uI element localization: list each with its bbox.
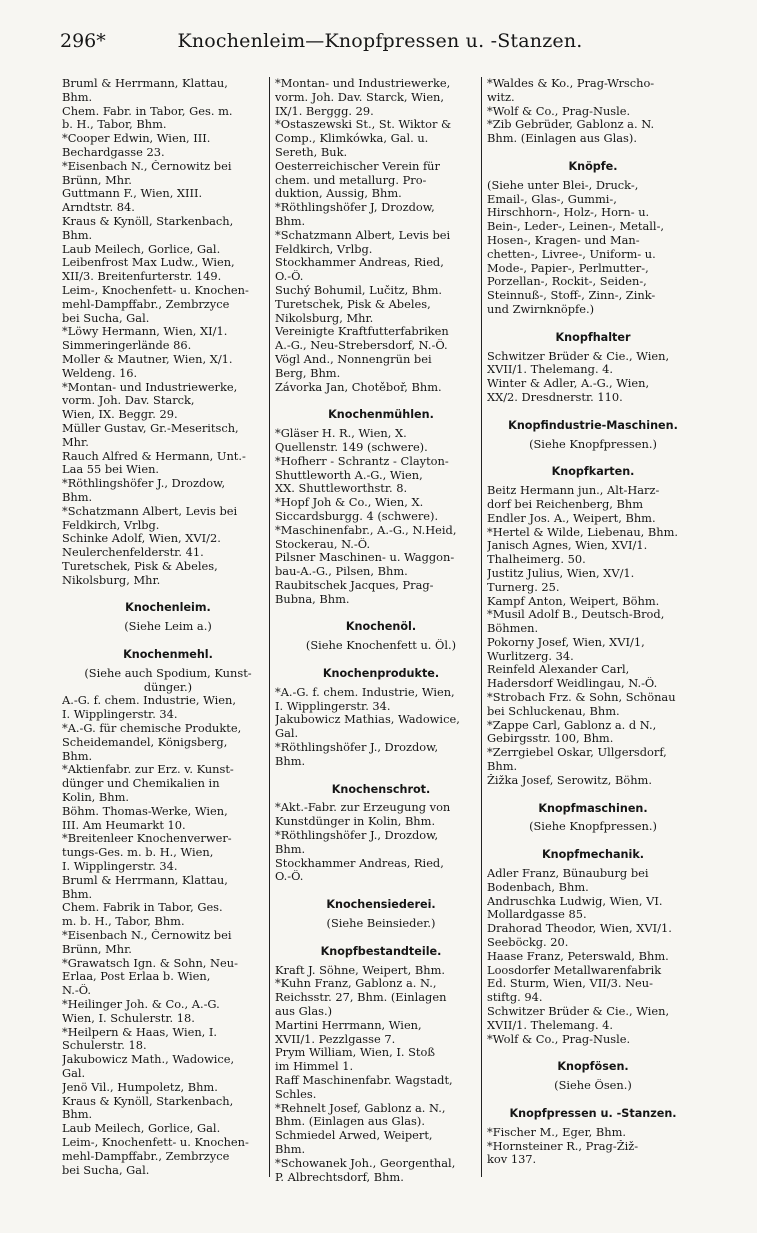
column-right: [487, 77, 699, 1167]
entry-line: Drahorad Theodor, Wien, XVI/1.: [487, 922, 672, 936]
entry-line: b. H., Tabor, Bhm.: [62, 118, 167, 132]
column-middle: [275, 77, 487, 1184]
entry-line: *Zappe Carl, Gablonz a. d N.,: [487, 718, 657, 732]
entry-line: Janisch Agnes, Wien, XVI/1.: [487, 539, 648, 553]
entry-line: A.-G. f. chem. Industrie, Wien,: [62, 694, 236, 708]
entry-line: Bhm.: [275, 214, 306, 228]
entry-line: Bodenbach, Bhm.: [487, 880, 589, 894]
entry-line: Guttmann F., Wien, XIII.: [62, 187, 203, 201]
entry-line: Bein-, Leder-, Leinen-, Metall-,: [487, 220, 665, 234]
entry-line: Moller & Mautner, Wien, X/1.: [62, 352, 233, 366]
entry-line: Mhr.: [62, 435, 89, 449]
entry-line: vorm. Joh. Dav. Starck,: [62, 394, 195, 408]
entry-line: bau-A.-G., Pilsen, Bhm.: [275, 565, 408, 579]
entry-line: Siccardsburgg. 4 (schwere).: [275, 509, 439, 523]
entry-line: Bhm.: [62, 1108, 93, 1122]
entry-line: kov 137.: [487, 1153, 537, 1167]
entry-line: Kolin, Bhm.: [62, 791, 130, 805]
entry-line: I. Wipplingerstr. 34.: [62, 860, 178, 874]
entry-line: XII/3. Breitenfurterstr. 149.: [62, 270, 222, 284]
entry-line: *Waldes & Ko., Prag-Wrscho-: [487, 77, 655, 90]
entry-line: Jakubowicz Mathias, Wadowice,: [275, 713, 460, 727]
entry-line: Bruml & Herrmann, Klattau,: [62, 77, 228, 90]
entry-line: Adler Franz, Bünauburg bei: [487, 867, 649, 881]
entry-line: Wurlitzerg. 34.: [487, 649, 574, 663]
entry-line: Pilsner Maschinen- u. Waggon-: [275, 551, 455, 565]
entry-line: *Fischer M., Eger, Bhm.: [487, 1125, 627, 1139]
entry-line: Suchý Bohumil, Lučitz, Bhm.: [275, 283, 443, 297]
entry-line: dorf bei Reichenberg, Bhm: [487, 497, 643, 511]
entry-line: Bubna, Bhm.: [275, 592, 350, 606]
entry-line: Comp., Klimkówka, Gal. u.: [275, 132, 429, 146]
cross-reference: (Siehe Beinsieder.): [326, 917, 436, 931]
entry-line: Schwitzer Brüder & Cie., Wien,: [487, 349, 670, 363]
entry-line: *Wolf & Co., Prag-Nusle.: [487, 1032, 631, 1046]
entry-line: Kraus & Kynöll, Starkenbach,: [62, 214, 234, 228]
entry-line: Steinnuß-, Stoff-, Zinn-, Zink-: [487, 289, 656, 303]
entry-line: *Aktienfabr. zur Erz. v. Kunst-: [62, 763, 234, 777]
entry-line: Ed. Sturm, Wien, VII/3. Neu-: [487, 977, 653, 991]
page-title: Knochenleim—Knopfpressen u. -Stanzen.: [177, 30, 583, 52]
entry-line: Erlaa, Post Erlaa b. Wien,: [62, 970, 211, 984]
entry-line: Chem. Fabr. in Tabor, Ges. m.: [62, 104, 233, 118]
entry-line: Bhm.: [62, 228, 93, 242]
entry-line: *A.-G. für chemische Produkte,: [62, 722, 242, 736]
entry-line: Raubitschek Jacques, Prag-: [275, 578, 434, 592]
section-heading: Knopfösen.: [557, 1060, 629, 1074]
entry-line: Simmeringerlände 86.: [62, 339, 192, 353]
entry-line: *Akt.-Fabr. zur Erzeugung von: [275, 801, 451, 815]
entry-line: *Kuhn Franz, Gablonz a. N.,: [275, 977, 437, 991]
section-heading: Knopfindustrie-Maschinen.: [508, 418, 678, 432]
entry-line: *Montan- und Industriewerke,: [275, 77, 451, 90]
entry-line: Závorka Jan, Chotěboř, Bhm.: [275, 380, 442, 394]
entry-line: *Eisenbach N., Černowitz bei: [62, 929, 232, 943]
entry-line: vorm. Joh. Dav. Starck, Wien,: [275, 90, 445, 104]
entry-line: *A.-G. f. chem. Industrie, Wien,: [275, 685, 455, 699]
entry-line: A.-G., Neu-Strebersdorf, N.-Ö.: [275, 339, 448, 353]
section-heading: Knopfbestandteile.: [320, 944, 442, 958]
entry-line: Bhm.: [275, 842, 306, 856]
entry-line: Weldeng. 16.: [62, 366, 138, 380]
section-heading: Knopfpressen u. -Stanzen.: [509, 1107, 677, 1120]
entry-line: *Wolf & Co., Prag-Nusle.: [487, 104, 631, 118]
entry-line: Gal.: [275, 727, 299, 741]
section-heading: Knochenleim.: [125, 601, 211, 615]
entry-line: Jenö Vil., Humpoletz, Bhm.: [62, 1080, 218, 1094]
entry-line: XVII/1. Thelemang. 4.: [487, 363, 614, 377]
entry-line: *Schatzmann Albert, Levis bei: [62, 504, 238, 518]
entry-line: Endler Jos. A., Weipert, Bhm.: [487, 511, 656, 525]
column-left: [62, 77, 274, 1177]
entry-line: *Zerrgiebel Oskar, Ullgersdorf,: [487, 746, 667, 760]
entry-line: Mollardgasse 85.: [487, 908, 587, 922]
entry-line: Bhm.: [275, 754, 306, 768]
entry-line: Bruml & Herrmann, Klattau,: [62, 873, 228, 887]
entry-line: witz.: [487, 90, 515, 104]
entry-line: Müller Gustav, Gr.-Meseritsch,: [62, 421, 239, 435]
entry-line: *Schatzmann Albert, Levis bei: [275, 228, 451, 242]
entry-line: m. b. H., Tabor, Bhm.: [62, 915, 185, 929]
entry-line: Andruschka Ludwig, Wien, VI.: [487, 894, 663, 908]
entry-line: Scheidemandel, Königsberg,: [62, 735, 228, 749]
entry-line: Seeböckg. 20.: [487, 936, 569, 950]
section-heading: Knochenmehl.: [123, 648, 213, 662]
entry-line: mehl-Dampffabr., Zembrzyce: [62, 297, 230, 311]
entry-line: Mode-, Papier-, Perlmutter-,: [487, 261, 649, 275]
entry-line: Brünn, Mhr.: [62, 173, 132, 187]
entry-line: *Gläser H. R., Wien, X.: [275, 427, 407, 441]
section-heading: Knochenschrot.: [331, 782, 431, 796]
page-header: [60, 30, 700, 56]
entry-line: *Cooper Edwin, Wien, III.: [62, 132, 211, 146]
entry-line: stiftg. 94.: [487, 991, 543, 1005]
cross-reference: (Siehe Knochenfett u. Öl.): [305, 639, 457, 653]
entry-line: *Röthlingshöfer J., Drozdow,: [275, 829, 439, 843]
entry-line: Gal.: [62, 1066, 86, 1080]
entry-line: Leibenfrost Max Ludw., Wien,: [62, 256, 235, 270]
entry-line: Rauch Alfred & Hermann, Unt.-: [62, 449, 246, 463]
entry-line: Thalheimerg. 50.: [487, 553, 586, 567]
entry-line: Beitz Hermann jun., Alt-Harz-: [487, 484, 660, 498]
entry-line: *Hornsteiner R., Prag-Žiž-: [487, 1139, 639, 1153]
entry-line: Bhm.: [275, 1142, 306, 1156]
entry-line: *Röthlingshöfer J, Drozdow,: [275, 201, 435, 215]
entry-line: Kunstdünger in Kolin, Bhm.: [275, 815, 436, 829]
entry-line: P. Albrechtsdorf, Bhm.: [275, 1170, 404, 1184]
entry-line: *Strobach Frz. & Sohn, Schönau: [487, 691, 676, 705]
entry-line: Reichsstr. 27, Bhm. (Einlagen: [275, 991, 447, 1005]
entry-line: Feldkirch, Vrlbg.: [275, 242, 373, 256]
entry-line: *Montan- und Industriewerke,: [62, 380, 238, 394]
entry-line: Winter & Adler, A.-G., Wien,: [487, 377, 650, 391]
entry-line: Stockhammer Andreas, Ried,: [275, 256, 444, 270]
entry-line: *Schowanek Joh., Georgenthal,: [275, 1156, 456, 1170]
entry-line: Bhm. (Einlagen aus Glas).: [275, 1115, 425, 1129]
entry-line: tungs-Ges. m. b. H., Wien,: [62, 846, 214, 860]
section-heading: Knochenmühlen.: [328, 408, 434, 422]
section-heading: Knochenöl.: [345, 620, 417, 634]
entry-line: *Heilpern & Haas, Wien, I.: [62, 1025, 218, 1039]
entry-line: Nikolsburg, Mhr.: [62, 573, 161, 587]
entry-line: mehl-Dampffabr., Zembrzyce: [62, 1149, 230, 1163]
entry-line: Email-, Glas-, Gummi-,: [487, 192, 617, 206]
entry-line: Böhm. Thomas-Werke, Wien,: [62, 804, 228, 818]
entry-line: Laub Meilech, Gorlice, Gal.: [62, 242, 221, 256]
entry-line: Leim-, Knochenfett- u. Knochen-: [62, 283, 249, 297]
entry-line: Arndtstr. 84.: [62, 201, 135, 215]
entry-line: Quellenstr. 149 (schwere).: [275, 440, 428, 454]
cross-reference: dünger.): [143, 680, 193, 694]
entry-line: Turetschek, Pisk & Abeles,: [62, 559, 218, 573]
cross-reference: (Siehe Knopfpressen.): [529, 437, 657, 451]
entry-line: Hadersdorf Weidlingau, N.-Ö.: [487, 677, 658, 691]
entry-line: Haase Franz, Peterswald, Bhm.: [487, 949, 669, 963]
entry-line: Bhm.: [62, 749, 93, 763]
entry-line: *Eisenbach N., Černowitz bei: [62, 159, 232, 173]
section-heading: Knopfmaschinen.: [538, 801, 648, 815]
entry-line: aus Glas.): [275, 1005, 333, 1019]
entry-line: Bhm. (Einlagen aus Glas).: [487, 132, 637, 146]
cross-reference: (Siehe Ösen.): [554, 1079, 632, 1093]
entry-line: bei Schluckenau, Bhm.: [487, 704, 620, 718]
entry-line: Böhmen.: [487, 622, 539, 636]
entry-line: Chem. Fabrik in Tabor, Ges.: [62, 901, 223, 915]
entry-line: *Maschinenfabr., A.-G., N.Heid,: [275, 523, 457, 537]
entry-line: Schinke Adolf, Wien, XVI/2.: [62, 532, 221, 546]
entry-line: Bhm.: [487, 760, 518, 774]
entry-line: Schulerstr. 18.: [62, 1039, 147, 1053]
entry-line: XVII/1. Pezzlgasse 7.: [275, 1032, 396, 1046]
entry-line: Feldkirch, Vrlbg.: [62, 518, 160, 532]
entry-line: bei Sucha, Gal.: [62, 311, 150, 325]
entry-line: XX/2. Dresdnerstr. 110.: [487, 390, 623, 404]
section-heading: Knochensiederei.: [326, 898, 436, 912]
entry-line: *Zib Gebrüder, Gablonz a. N.: [487, 118, 655, 132]
entry-line: *Rehnelt Josef, Gablonz a. N.,: [275, 1101, 446, 1115]
section-heading: Knochenprodukte.: [322, 667, 440, 681]
entry-line: Turetschek, Pisk & Abeles,: [275, 297, 431, 311]
entry-line: *Röthlingshöfer J., Drozdow,: [62, 477, 226, 491]
entry-line: O.-Ö.: [275, 870, 304, 884]
entry-line: *Heilinger Joh. & Co., A.-G.: [62, 998, 220, 1011]
entry-line: Vereinigte Kraftfutterfabriken: [275, 325, 449, 339]
entry-line: Stockerau, N.-Ö.: [275, 537, 371, 551]
entry-line: Schles.: [275, 1087, 317, 1101]
entry-line: Laub Meilech, Gorlice, Gal.: [62, 1122, 221, 1136]
entry-line: Bhm.: [62, 90, 93, 104]
entry-line: *Grawatsch Ign. & Sohn, Neu-: [62, 956, 238, 970]
entry-line: Jakubowicz Math., Wadowice,: [62, 1053, 235, 1067]
entry-line: Kraft J. Söhne, Weipert, Bhm.: [275, 963, 445, 977]
entry-line: XVII/1. Thelemang. 4.: [487, 1018, 614, 1032]
entry-line: IX/1. Berggg. 29.: [275, 104, 374, 118]
cross-reference: (Siehe auch Spodium, Kunst-: [84, 666, 252, 680]
entry-line: Loosdorfer Metallwarenfabrik: [487, 963, 662, 977]
entry-line: Wien, IX. Beggr. 29.: [62, 408, 178, 422]
entry-line: Nikolsburg, Mhr.: [275, 311, 374, 325]
entry-line: *Breitenleer Knochenverwer-: [62, 832, 232, 846]
entry-line: Turnerg. 25.: [487, 580, 560, 594]
entry-line: Leim-, Knochenfett- u. Knochen-: [62, 1135, 249, 1149]
page-number: 296*: [60, 30, 106, 52]
entry-line: Sereth, Buk.: [275, 145, 348, 159]
entry-line: (Siehe unter Blei-, Druck-,: [487, 178, 639, 192]
entry-line: dünger und Chemikalien in: [62, 777, 220, 791]
entry-line: bei Sucha, Gal.: [62, 1163, 150, 1177]
entry-line: Laa 55 bei Wien.: [62, 463, 160, 477]
entry-line: Raff Maschinenfabr. Wagstadt,: [275, 1074, 453, 1087]
entry-line: Hirschhorn-, Holz-, Horn- u.: [487, 206, 650, 220]
cross-reference: (Siehe Leim a.): [124, 620, 212, 634]
entry-line: Kampf Anton, Weipert, Böhm.: [487, 594, 660, 608]
entry-line: duktion, Aussig, Bhm.: [275, 187, 402, 201]
entry-line: Justitz Julius, Wien, XV/1.: [487, 566, 635, 580]
entry-line: I. Wipplingerstr. 34.: [62, 708, 178, 722]
entry-line: III. Am Heumarkt 10.: [62, 818, 186, 832]
entry-line: Neulerchenfelderstr. 41.: [62, 546, 204, 560]
entry-line: Porzellan-, Rockit-, Seiden-,: [487, 275, 647, 289]
entry-line: *Hertel & Wilde, Liebenau, Bhm.: [487, 525, 679, 539]
section-heading: Knopfmechanik.: [541, 848, 645, 862]
entry-line: N.-Ö.: [62, 984, 91, 998]
entry-line: Berg, Bhm.: [275, 366, 341, 380]
entry-line: I. Wipplingerstr. 34.: [275, 699, 391, 713]
entry-line: Shuttleworth A.-G., Wien,: [275, 468, 423, 482]
cross-reference: (Siehe Knopfpressen.): [529, 820, 657, 834]
entry-line: Martini Herrmann, Wien,: [275, 1018, 422, 1032]
entry-line: Gebirgsstr. 100, Bhm.: [487, 732, 614, 746]
entry-line: Vögl And., Nonnengrün bei: [275, 352, 432, 366]
entry-line: Bhm.: [62, 490, 93, 504]
entry-line: Brünn, Mhr.: [62, 942, 132, 956]
entry-line: *Löwy Hermann, Wien, XI/1.: [62, 325, 228, 339]
entry-line: Pokorny Josef, Wien, XVI/1,: [487, 635, 645, 649]
section-heading: Knöpfe.: [568, 159, 618, 173]
entry-line: *Hofherr - Schrantz - Clayton-: [275, 454, 449, 468]
section-heading: Knopfkarten.: [551, 465, 635, 479]
entry-line: Kraus & Kynöll, Starkenbach,: [62, 1094, 234, 1108]
entry-line: und Zwirnknöpfe.): [487, 302, 595, 316]
entry-line: Wien, I. Schulerstr. 18.: [62, 1011, 195, 1025]
entry-line: Schmiedel Arwed, Weipert,: [275, 1129, 433, 1143]
entry-line: chem. und metallurg. Pro-: [275, 173, 427, 187]
entry-line: Bechardgasse 23.: [62, 145, 165, 159]
entry-line: XX. Shuttleworthstr. 8.: [275, 482, 408, 496]
entry-line: *Ostaszewski St., St. Wiktor &: [275, 118, 452, 132]
entry-line: *Musil Adolf B., Deutsch-Brod,: [487, 608, 665, 622]
entry-line: Reinfeld Alexander Carl,: [487, 663, 630, 677]
entry-line: O.-Ö.: [275, 270, 304, 284]
entry-line: im Himmel 1.: [275, 1060, 354, 1074]
entry-line: Žižka Josef, Serowitz, Böhm.: [487, 773, 652, 787]
entry-line: *Röthlingshöfer J., Drozdow,: [275, 741, 439, 755]
entry-line: *Hopf Joh & Co., Wien, X.: [275, 496, 424, 510]
section-heading: Knopfhalter: [555, 330, 631, 344]
entry-line: Oesterreichischer Verein für: [275, 159, 440, 173]
entry-line: Stockhammer Andreas, Ried,: [275, 856, 444, 870]
entry-line: Bhm.: [62, 887, 93, 901]
entry-line: chetten-, Livree-, Uniform- u.: [487, 247, 656, 261]
entry-line: Hosen-, Kragen- und Man-: [487, 233, 640, 247]
entry-line: Prym William, Wien, I. Stoß: [275, 1046, 435, 1060]
entry-line: Schwitzer Brüder & Cie., Wien,: [487, 1005, 670, 1019]
